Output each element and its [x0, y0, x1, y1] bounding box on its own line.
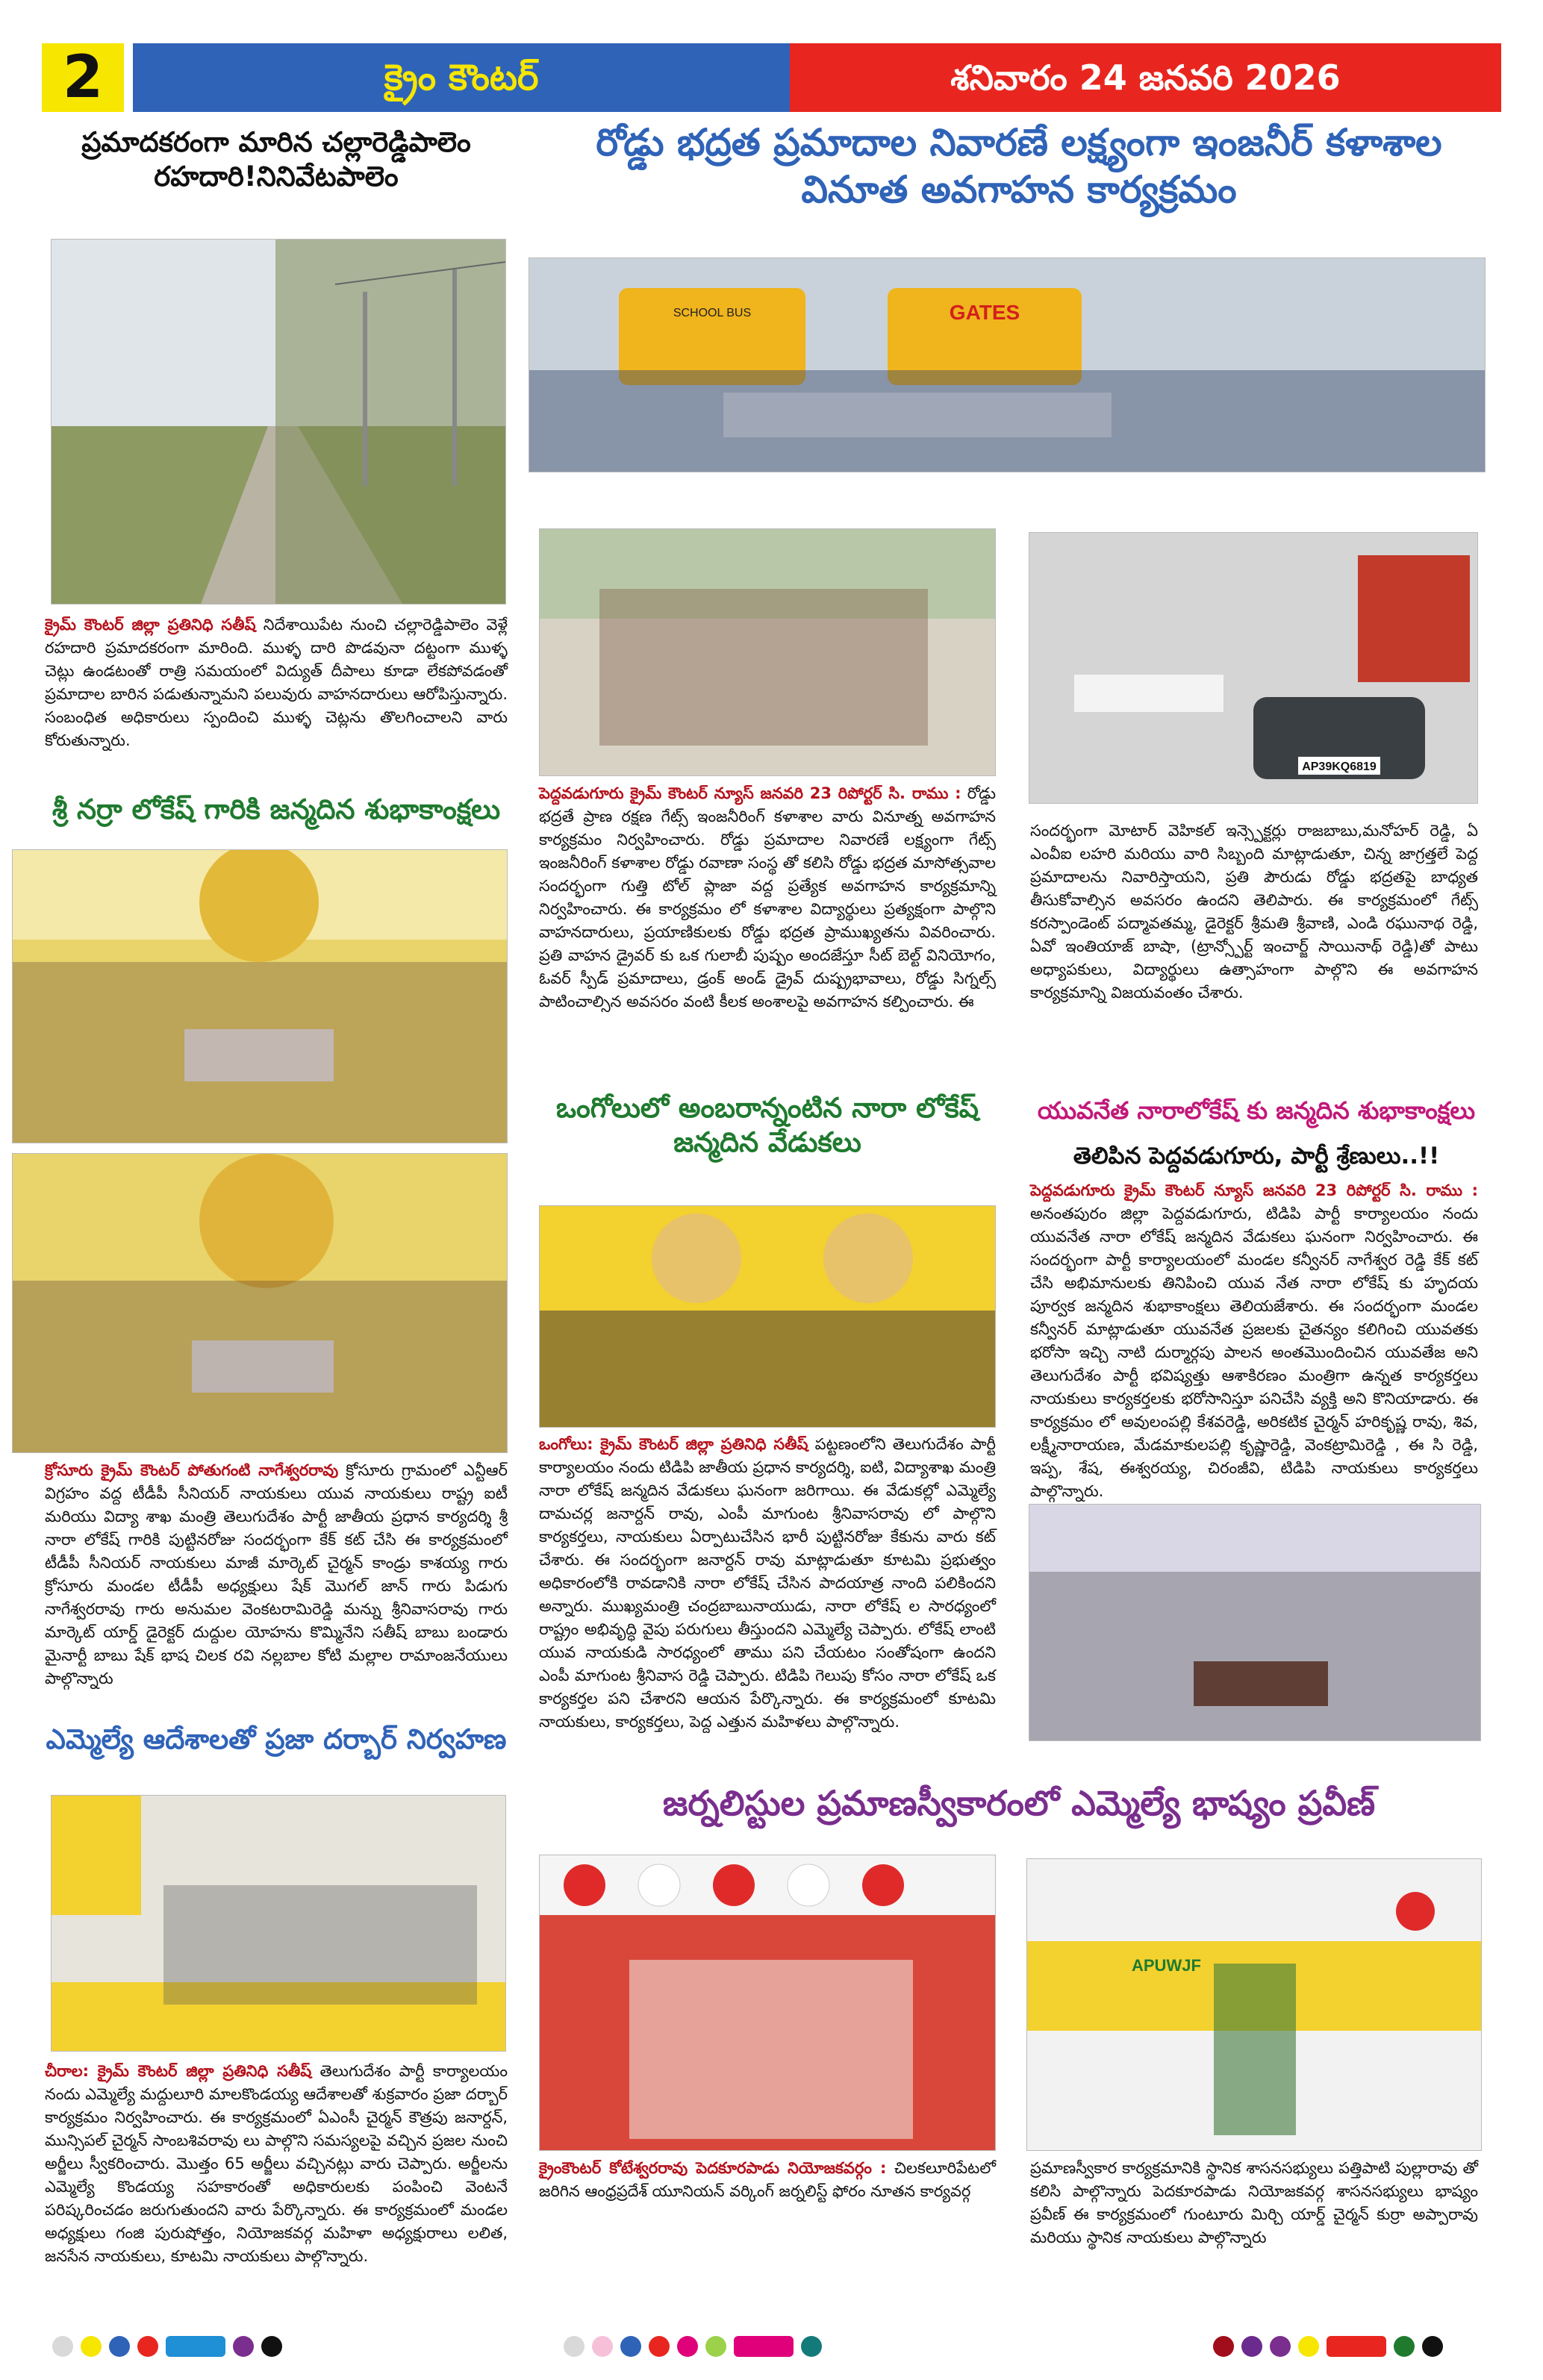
road-headline: ప్రమాదకరంగా మారిన చల్లారెడ్డిపాలెం రహదారి!నినివేటపాలెం	[81, 126, 471, 193]
main-dateline: పెద్దవడుగూరు క్రైమ్ కౌంటర్ న్యూస్ జనవరి 23 రిపోర్టర్ సి. రాము :	[539, 784, 961, 802]
color-mark	[52, 2336, 73, 2357]
color-mark	[1298, 2336, 1319, 2357]
journalist-oath-photo	[539, 1855, 996, 2151]
praja-darbar-photo	[51, 1795, 506, 2052]
journalist-body-right: ప్రమాణస్వీకార కార్యక్రమానికి స్థానిక శాసనసభ్యులు పత్తిపాటి పుల్లారావు తో కలిసి పాల్గొన్నారు పెదకూరపాడు నియోజకవర్గ శాసనసభ్యులు భాష్యం ప్రవీణ్ ఈ కార్యక్రమంలో గుంటూరు మిర్చి యార్డ్ చైర్మన్ కుర్రా అప్పారావు మరియు స్థానిక నాయకులు పాల్గొన్నారు	[1030, 2159, 1478, 2246]
road-photo	[51, 239, 506, 605]
color-marks-right	[1213, 2336, 1443, 2357]
journalist-text-left: చిలకలూరిపేటలో జరిగిన ఆంధ్రప్రదేశ్ యూనియన్ వర్కింగ్ జర్నలిస్ట్ ఫోరం నూతన కార్యవర్గ	[539, 2159, 996, 2200]
color-mark	[705, 2336, 726, 2357]
ongole-headline: ఒంగోలులో అంబరాన్నంటిన నారా లోకేష్ జన్మదిన వేడుకలు	[555, 1092, 979, 1159]
praja-body	[45, 2060, 508, 2268]
color-mark	[734, 2336, 794, 2357]
main-body-right: సందర్భంగా మోటార్ వెహికల్ ఇన్స్పెక్టర్లు రాజబాబు,మనోహర్ రెడ్డి, ఏ ఎంవీఐ లహరి మరియు వారి సిబ్బంది మాట్లాడుతూ, చిన్న జాగ్రత్తలే పెద్ద ప్రమాదాలను నివారిస్తాయని, ప్రతి పౌరుడు రోడ్డు భద్రతపై బాధ్యత తీసుకోవాల్సిన అవసరం ఉందని తెలిపారు. ఈ కార్యక్రమంలో గేట్స్ కరస్పాండెంట్ పద్మావతమ్మ, డైరెక్టర్ శ్రీమతి శ్రీవాణి, ఎండి రఘునాథ రెడ్డి, ఏవో ఇంతియాజ్ బాషా, (ట్రాన్స్పోర్ట్ ఇంచార్జ్ సాయినాథ్ రెడ్డి)తో పాటు అధ్యాపకులు, విద్యార్థులు ఉత్సాహంగా పాల్గొని ఈ అవగాహన కార్యక్రమాన్ని విజయవంతం చేశారు.	[1030, 822, 1478, 1002]
color-mark	[1241, 2336, 1262, 2357]
lokesh-cake-photo-1	[12, 849, 508, 1143]
color-mark	[261, 2336, 282, 2357]
road-body	[45, 613, 508, 752]
main-text-left: రోడ్డు భద్రతే ప్రాణ రక్షణ గేట్స్ ఇంజనీరింగ్ కళాశాల వారు వినూత్న అవగాహన కార్యక్రమం నిర్వహించారు. రోడ్డు ప్రమాదాల నివారణే లక్ష్యంగా గేట్స్ ఇంజనీరింగ్ కళాశాల రోడ్డు రవాణా సంస్థ తో కలిసి రోడ్డు భద్రత మాసోత్సవాల సందర్భంగా గుత్తి టోల్ ప్లాజా వద్ద ప్రత్యేక అవగాహన కార్యక్రమాన్ని నిర్వహించారు. ఈ కార్యక్రమం లో కళాశాల విద్యార్థులు ప్రత్యక్షంగా పాల్గొని వాహనదారులు, ప్రయాణికులకు రోడ్డు భద్రత ప్రాముఖ్యతను వివరించారు. ప్రతి వాహన డ్రైవర్ కు ఒక గులాబీ పుష్పం అందజేస్తూ సీట్ బెల్ట్ వినియోగం, ఓవర్ స్పీడ్ ప్రమాదాలు, డ్రంక్ అండ్ డ్రైవ్ దుష్ప్రభావాలు, రోడ్డు సిగ్నల్స్ పాటించాల్సిన అవసరం వంటి కీలక అంశాలపై అవగాహన కల్పించారు. ఈ	[539, 784, 996, 1011]
color-mark	[166, 2336, 225, 2357]
color-mark	[1270, 2336, 1291, 2357]
toll-plaza-photo	[1029, 532, 1478, 804]
road-safety-rally-photo	[529, 257, 1486, 472]
color-mark	[677, 2336, 698, 2357]
color-mark	[1422, 2336, 1443, 2357]
color-mark	[649, 2336, 670, 2357]
yuvaneta-text: అనంతపురం జిల్లా పెద్దవడుగూరు, టిడిపి పార్టీ కార్యాలయం నందు యువనేత నారా లోకేష్ జన్మదిన వేడుకలు ఘనంగా నిర్వహించారు. ఈ సందర్భంగా పార్టీ కార్యాలయంలో మండల కన్వీనర్ నాగేశ్వర రెడ్డి కేక్ కట్ చేసి అభిమానులకు తినిపించి యువ నేత నారా లోకేష్ కు హృదయ పూర్వక జన్మదిన శుభాకాంక్షలు తెలియజేశారు. ఈ సందర్భంగా మండల కన్వీనర్ మాట్లాడుతూ యువనేత ప్రజలకు చైతన్యం కలిగించి యువతకు భరోసా ఇచ్చి నాటి దుర్మార్గపు పాలన అంతమొందించిన యువతేజ అని తెలుగుదేశం పార్టీ భవిష్యత్తు ఆశాకిరణం మంత్రిగా ఉన్నత కార్యకర్తలు నాయకులు కార్యకర్తలకు భరోసానిస్తూ పనిచేసి వ్యక్తి అని కొనియాడారు. ఈ కార్యక్రమం లో అవులంపల్లి కేశవరెడ్డి, అరికటిక చైర్మన్ హరికృష్ణ రావు, శివ, లక్ష్మీనారాయణ, మేడమాకులపల్లి కృష్ణారెడ్డి, వెంకట్రామిరెడ్డి , ఈ సి రెడ్డి, ఇప్ప, శేష, ఈశ్వరయ్య, చిరంజీవి, టిడిపి నాయకులు కార్యకర్తలు పాల్గొన్నారు.	[1030, 1205, 1478, 1500]
lokesh-wishes-headline: శ్రీ నర్రా లోకేష్ గారికి జన్మదిన శుభాకాంక్షలు	[52, 793, 501, 825]
ongole-celebration-photo	[539, 1205, 996, 1428]
color-mark	[233, 2336, 254, 2357]
color-mark	[1394, 2336, 1415, 2357]
journalist-body-left	[539, 2157, 996, 2203]
college-officials-photo	[539, 528, 996, 776]
mla-speech-photo	[1026, 1858, 1482, 2151]
color-mark	[801, 2336, 822, 2357]
bus1-label: SCHOOL BUS	[673, 307, 752, 319]
yuvaneta-headline: యువనేత నారాలోకేష్ కు జన్మదిన శుభాకాంక్షలు	[1037, 1096, 1476, 1125]
yuvaneta-cake-photo	[1029, 1504, 1481, 1741]
journalist-dateline: క్రైంకౌంటర్ కోటేశ్వరరావు పెదకూరపాడు నియోజకవర్గం :	[539, 2159, 887, 2177]
yuvaneta-dateline: పెద్దవడుగూరు క్రైమ్ కౌంటర్ న్యూస్ జనవరి 23 రిపోర్టర్ సి. రాము :	[1030, 1181, 1478, 1199]
newspaper-title: క్రైం కౌంటర్	[133, 43, 790, 112]
yuvaneta-subheadline: తెలిపిన పెద్దవడుగూరు, పార్టీ శ్రేణులు..!!	[1073, 1143, 1440, 1169]
yuvaneta-body	[1030, 1179, 1478, 1503]
lokesh-text: క్రోసూరు గ్రామంలో ఎన్టీఆర్ విగ్రహం వద్ద టీడీపీ సీనియర్ నాయకులు యువ నాయకులు రాష్ట్ర ఐటీ మరియు విద్యా శాఖ మంత్రి తెలుగుదేశం పార్టీ జాతీయ ప్రధాన కార్యదర్శి శ్రీ నారా లోకేష్ గారికి పుట్టినరోజు సందర్భంగా కేక్ కట్ చేసి ఈ కార్యక్రమంలో టీడీపీ సీనియర్ నాయకులు మాజీ మార్కెట్ చైర్మన్ కాండ్రు కాశయ్య గారు క్రోసూరు మండల టీడీపీ అధ్యక్షులు షేక్ మొగల్ జాన్ గారు పిడుగు నాగేశ్వరరావు గారు అనుమల వెంకటరామిరెడ్డి మన్ను శ్రీనివాసరావు గారు మార్కెట్ యార్డ్ డైరెక్టర్ దుద్దుల యోహను కొమ్మినేని సతీష్ బాబు బండారు మైనార్టీ బాబు షేక్ భాష చిలక రవి నల్లబాల కోటి మల్లాల రామాంజనేయులు పాల్గొన్నారు	[45, 1461, 508, 1687]
lokesh-dateline: క్రోసూరు క్రైమ్ కౌంటర్ పోతుగంటి నాగేశ్వరరావు	[45, 1461, 339, 1479]
lokesh-cake-photo-2	[12, 1153, 508, 1453]
color-mark	[109, 2336, 130, 2357]
praja-text: తెలుగుదేశం పార్టీ కార్యాలయం నందు ఎమ్మెల్యే మద్దులూరి మాలకొండయ్య ఆదేశాలతో శుక్రవారం ప్రజా దర్బార్ కార్యక్రమం నిర్వహించారు. ఈ కార్యక్రమంలో ఏఎంసీ చైర్మన్ కౌత్రపు జనార్దన్, మున్సిపల్ చైర్మన్ సాంబశివరావు లు పాల్గొని సమస్యలపై వచ్చిన ప్రజల నుంచి అర్జీలు స్వీకరించారు. మొత్తం 65 అర్జీలు వచ్చినట్లు వారు చెప్పారు. అర్జీలను ఎమ్మెల్యే కొండయ్య సహకారంతో అధికారులకు పంపించి వెంటనే పరిష్కరించడం జరుగుతుందని వారు పేర్కొన్నారు. ఈ కార్యక్రమంలో మండల అధ్యక్షులు గంజి పురుషోత్తం, నియోజకవర్గ మహిళా అధ్యక్షురాలు లలిత, జనసేన నాయకులు, కూటమి నాయకులు పాల్గొన్నారు.	[45, 2062, 508, 2265]
color-mark	[564, 2336, 585, 2357]
journalist-banner-label: APUWJF	[1132, 1956, 1201, 1975]
road-dateline: క్రైమ్ కౌంటర్ జిల్లా ప్రతినిధి సతీష్	[45, 616, 256, 634]
color-mark	[1213, 2336, 1234, 2357]
road-text: నిదేశాయిపేట నుంచి చల్లారెడ్డిపాలెం వెళ్లే రహదారి ప్రమాదకరంగా మారింది. ముళ్ళ దారి పొడవునా దట్టంగా ముళ్ళ చెట్లు ఉండటంతో రాత్రి సమయంలో విద్యుత్ దీపాలు కూడా లేకపోవడంతో ప్రమాదాల బారిన పడుతున్నామని పలువురు వాహనదారులు ఆరోపిస్తున్నారు. సంబంధిత అధికారులు స్పందించి ముళ్ళ చెట్లను తొలగించాలని వారు కోరుతున్నారు.	[45, 616, 508, 749]
issue-date: శనివారం 24 జనవరి 2026	[790, 43, 1501, 112]
color-mark	[137, 2336, 158, 2357]
praja-dateline: చీరాల: క్రైమ్ కౌంటర్ జిల్లా ప్రతినిధి సతీష్	[45, 2062, 312, 2080]
car-plate-label: AP39KQ6819	[1302, 760, 1377, 773]
color-marks-left	[52, 2336, 282, 2357]
color-mark	[620, 2336, 641, 2357]
page-number: 2	[42, 43, 124, 112]
main-body-left	[539, 782, 996, 1013]
color-marks-center	[564, 2336, 822, 2357]
ongole-dateline: ఒంగోలు: క్రైమ్ కౌంటర్ జిల్లా ప్రతినిధి సతీష్	[539, 1435, 808, 1453]
ongole-body	[539, 1433, 996, 1734]
journalist-headline: జర్నలిస్టుల ప్రమాణస్వీకారంలో ఎమ్మెల్యే భాష్యం ప్రవీణ్	[662, 1783, 1376, 1823]
color-mark	[81, 2336, 102, 2357]
color-mark	[592, 2336, 613, 2357]
color-mark	[1327, 2336, 1386, 2357]
praja-darbar-headline: ఎమ్మెల్యే ఆదేశాలతో ప్రజా దర్బార్ నిర్వహణ	[46, 1723, 507, 1755]
ongole-text: పట్టణంలోని తెలుగుదేశం పార్టీ కార్యాలయం నందు టిడిపి జాతీయ ప్రధాన కార్యదర్శి, ఐటి, విద్యాశాఖ మంత్రి నారా లోకేష్ జన్మదిన వేడుకలు ఘనంగా జరిగాయి. ఈ వేడుకల్లో ఎమ్మెల్యే దామచర్ల జనార్దన్ రావు, ఎంపీ మాగుంట శ్రీనివాసరావు లో పాల్గొని కార్యకర్తలు, నాయకులు ఏర్పాటుచేసిన భారీ పుట్టినరోజు కేకును వారు కట్ చేశారు. ఈ సందర్భంగా జనార్దన్ రావు మాట్లాడుతూ కూటమి ప్రభుత్వం అధికారంలోకి రావడానికి నారా లోకేష్ చేసిన పాదయాత్ర నాంది పలికిందని అన్నారు. ముఖ్యమంత్రి చంద్రబాబునాయుడు, నారా లోకేష్ ల సారధ్యంలో రాష్ట్రం అభివృద్ధి వైపు పరుగులు తీస్తుందని ఎమ్మెల్యే చెప్పారు. లోకేష్ లాంటి యువ నాయకుడి సారధ్యంలో తాము పని చేయటం సంతోషంగా ఉందని ఎంపీ మాగుంట శ్రీనివాస రెడ్డి చెప్పారు. టిడిపి గెలుపు కోసం నారా లోకేష్ ఒక కార్యకర్తల పని చేశారని ఆయన పేర్కొన్నారు. ఈ కార్యక్రమంలో కూటమి నాయకులు, కార్యకర్తలు, పెద్ద ఎత్తున మహిళలు పాల్గొన్నారు.	[539, 1435, 996, 1731]
main-headline: రోడ్డు భద్రత ప్రమాదాల నివారణే లక్ష్యంగా ఇంజనీర్ కళాశాల వినూత అవగాహన కార్యక్రమం	[596, 121, 1442, 211]
lokesh-body	[45, 1459, 508, 1690]
bus2-label: GATES	[949, 301, 1020, 324]
